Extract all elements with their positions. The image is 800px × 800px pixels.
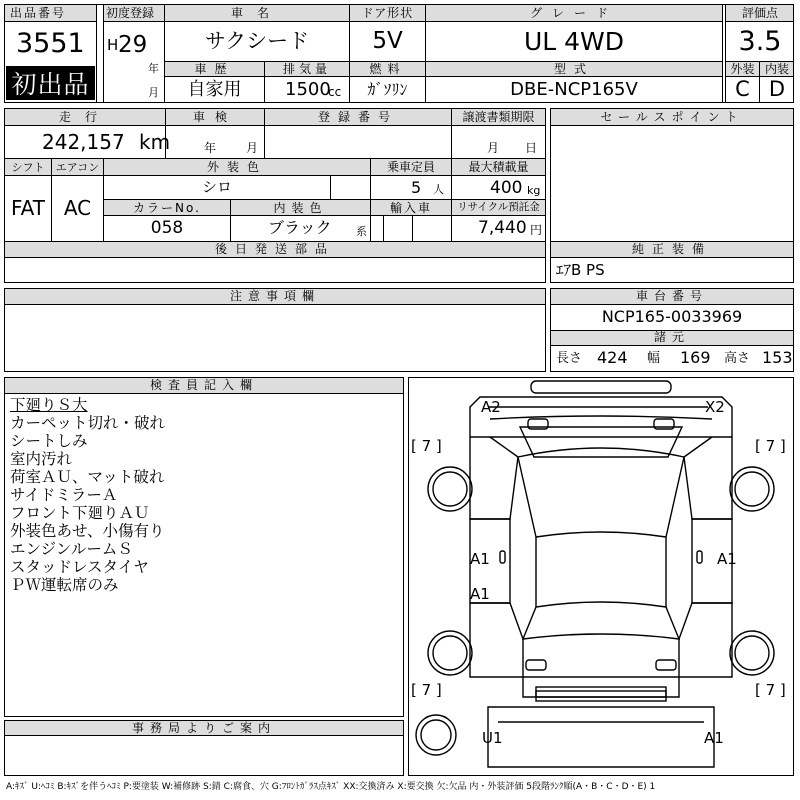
width-label: 幅 bbox=[647, 351, 661, 366]
disp-label: 排気量 bbox=[282, 62, 331, 76]
inspector-line: 荷室ＡＵ、マット破れ bbox=[10, 468, 165, 486]
first-listing-badge: 初出品 bbox=[6, 66, 95, 100]
ext-color: シロ bbox=[201, 178, 232, 196]
reg-label: 初度登録 bbox=[106, 6, 155, 20]
doors: 5V bbox=[372, 28, 403, 54]
inspector-label: 検査員記入欄 bbox=[149, 378, 258, 392]
intcolor-label: 内装色 bbox=[273, 201, 328, 215]
equipment-label: 純正装備 bbox=[631, 242, 712, 256]
specs-label: 諸元 bbox=[653, 330, 690, 344]
fuel-label: 燃料 bbox=[369, 62, 406, 76]
era: H bbox=[107, 36, 119, 54]
inspector-line: シートしみ bbox=[10, 432, 88, 450]
equipment-value: ｴｱB PS bbox=[556, 261, 605, 279]
plate-label: 登録番号 bbox=[317, 110, 398, 124]
insp-month-unit: 月 bbox=[246, 141, 259, 155]
load-unit: kg bbox=[527, 184, 541, 197]
int-color: ブラック bbox=[268, 218, 332, 237]
displacement: 1500 bbox=[285, 79, 331, 100]
int-color-suffix: 系 bbox=[356, 225, 367, 238]
inspector-line: 下廻りＳ大 bbox=[10, 396, 88, 414]
history-label: 車歴 bbox=[194, 62, 235, 76]
model-label: 型式 bbox=[553, 62, 594, 76]
office-label: 事務局よりご案内 bbox=[131, 721, 276, 735]
tire-depth-rl: [ 7 ] bbox=[411, 681, 442, 699]
mileage-unit: km bbox=[139, 130, 171, 154]
model: DBE-NCP165V bbox=[510, 79, 638, 100]
month-unit: 月 bbox=[148, 86, 159, 99]
seats: 5 bbox=[411, 178, 422, 197]
colorno-label: カラーNo. bbox=[133, 201, 201, 215]
parts-label: 後日発送部品 bbox=[214, 242, 335, 256]
ac: AC bbox=[63, 196, 92, 220]
color-no: 058 bbox=[150, 218, 184, 238]
recycle: 7,440 bbox=[478, 218, 527, 238]
inspector-line: フロント下廻りＡＵ bbox=[10, 504, 150, 522]
name-label: 車名 bbox=[230, 6, 283, 20]
shift-label: シフト bbox=[11, 161, 45, 174]
reg-year: 29 bbox=[118, 32, 148, 58]
tire-depth-rr: [ 7 ] bbox=[755, 681, 786, 699]
fuel: ｶﾞｿﾘﾝ bbox=[367, 80, 408, 99]
inspector-notes bbox=[10, 396, 165, 594]
inspector-line: 室内汚れ bbox=[10, 450, 73, 468]
damage-a1-front-right: A1 bbox=[717, 550, 737, 568]
recycle-label: リサイクル預託金 bbox=[457, 201, 540, 213]
grade: UL 4WD bbox=[523, 27, 625, 56]
disp-unit: cc bbox=[328, 85, 342, 99]
lot-number: 3551 bbox=[16, 28, 85, 59]
damage-a1-rear-left: A1 bbox=[470, 585, 490, 603]
recycle-unit: 円 bbox=[530, 223, 543, 237]
ext-label: 外装 bbox=[730, 62, 755, 76]
int-label: 内装 bbox=[764, 62, 789, 76]
damage-legend: A:ｷｽﾞ U:ﾍｺﾐ B:ｷｽﾞを伴うﾍｺﾐ P:要塗装 W:補修跡 S:錆 C:腐食、穴 G:ﾌﾛﾝﾄｶﾞﾗｽ点ｷｽﾞ XX:交換済み X:要交換 欠:欠品 内・外装評価 5段階ﾗﾝｸ順(A・B・C・D・E) 1 bbox=[6, 782, 656, 792]
import-label: 輸入車 bbox=[389, 201, 432, 215]
inspector-line: サイドミラーＡ bbox=[10, 486, 118, 504]
load-label: 最大積載量 bbox=[468, 160, 529, 174]
transfer-label: 譲渡書類期限 bbox=[462, 110, 535, 124]
chassis-number: NCP165-0033969 bbox=[601, 307, 743, 326]
chassis-label: 車台番号 bbox=[635, 289, 708, 303]
seats-label: 乗車定員 bbox=[386, 160, 435, 174]
inspector-line: スタッドレスタイヤ bbox=[10, 558, 149, 576]
damage-a2: A2 bbox=[481, 398, 501, 416]
transfer-day-unit: 日 bbox=[525, 141, 538, 155]
transfer-month-unit: 月 bbox=[487, 141, 500, 155]
damage-a1-front-left: A1 bbox=[470, 550, 490, 568]
length: 424 bbox=[597, 348, 628, 367]
tire-depth-fl: [ 7 ] bbox=[411, 437, 442, 455]
insp-year-unit: 年 bbox=[204, 141, 217, 155]
shift: FAT bbox=[10, 196, 45, 220]
lot-label: 出品番号 bbox=[10, 6, 67, 20]
damage-a1-rear: A1 bbox=[704, 729, 724, 747]
inspector-line: 外装色あせ、小傷有り bbox=[10, 522, 165, 540]
damage-x2: X2 bbox=[705, 398, 725, 416]
grade-label: グレード bbox=[529, 6, 618, 20]
seats-unit: 人 bbox=[433, 183, 444, 196]
score-label: 評価点 bbox=[741, 6, 778, 20]
load: 400 bbox=[490, 178, 523, 198]
history: 自家用 bbox=[187, 79, 242, 100]
inspection-label: 車検 bbox=[192, 110, 237, 124]
int-grade: D bbox=[768, 77, 786, 101]
ac-label: エアコン bbox=[55, 161, 100, 174]
car-name: サクシード bbox=[204, 29, 310, 53]
height: 153 bbox=[762, 348, 793, 367]
height-label: 高さ bbox=[724, 351, 751, 366]
mileage-label: 走行 bbox=[58, 110, 111, 124]
inspector-line: カーペット切れ・破れ bbox=[10, 414, 166, 432]
ext-grade: C bbox=[735, 77, 750, 101]
car-outline bbox=[408, 377, 794, 776]
doors-label: ドア形状 bbox=[361, 6, 414, 20]
inspector-line: ＰＷ運転席のみ bbox=[10, 576, 119, 594]
tire-depth-fr: [ 7 ] bbox=[755, 437, 786, 455]
sales-points-label: セールスポイント bbox=[600, 110, 744, 124]
inspector-line: エンジンルームＳ bbox=[10, 540, 133, 558]
notes-label: 注意事項欄 bbox=[229, 289, 320, 303]
color-label: 外装色 bbox=[206, 160, 267, 174]
width: 169 bbox=[680, 348, 711, 367]
length-label: 長さ bbox=[556, 351, 583, 366]
score: 3.5 bbox=[738, 26, 782, 57]
damage-u1: U1 bbox=[482, 729, 503, 747]
mileage: 242,157 bbox=[42, 130, 125, 154]
year-unit: 年 bbox=[148, 62, 159, 75]
